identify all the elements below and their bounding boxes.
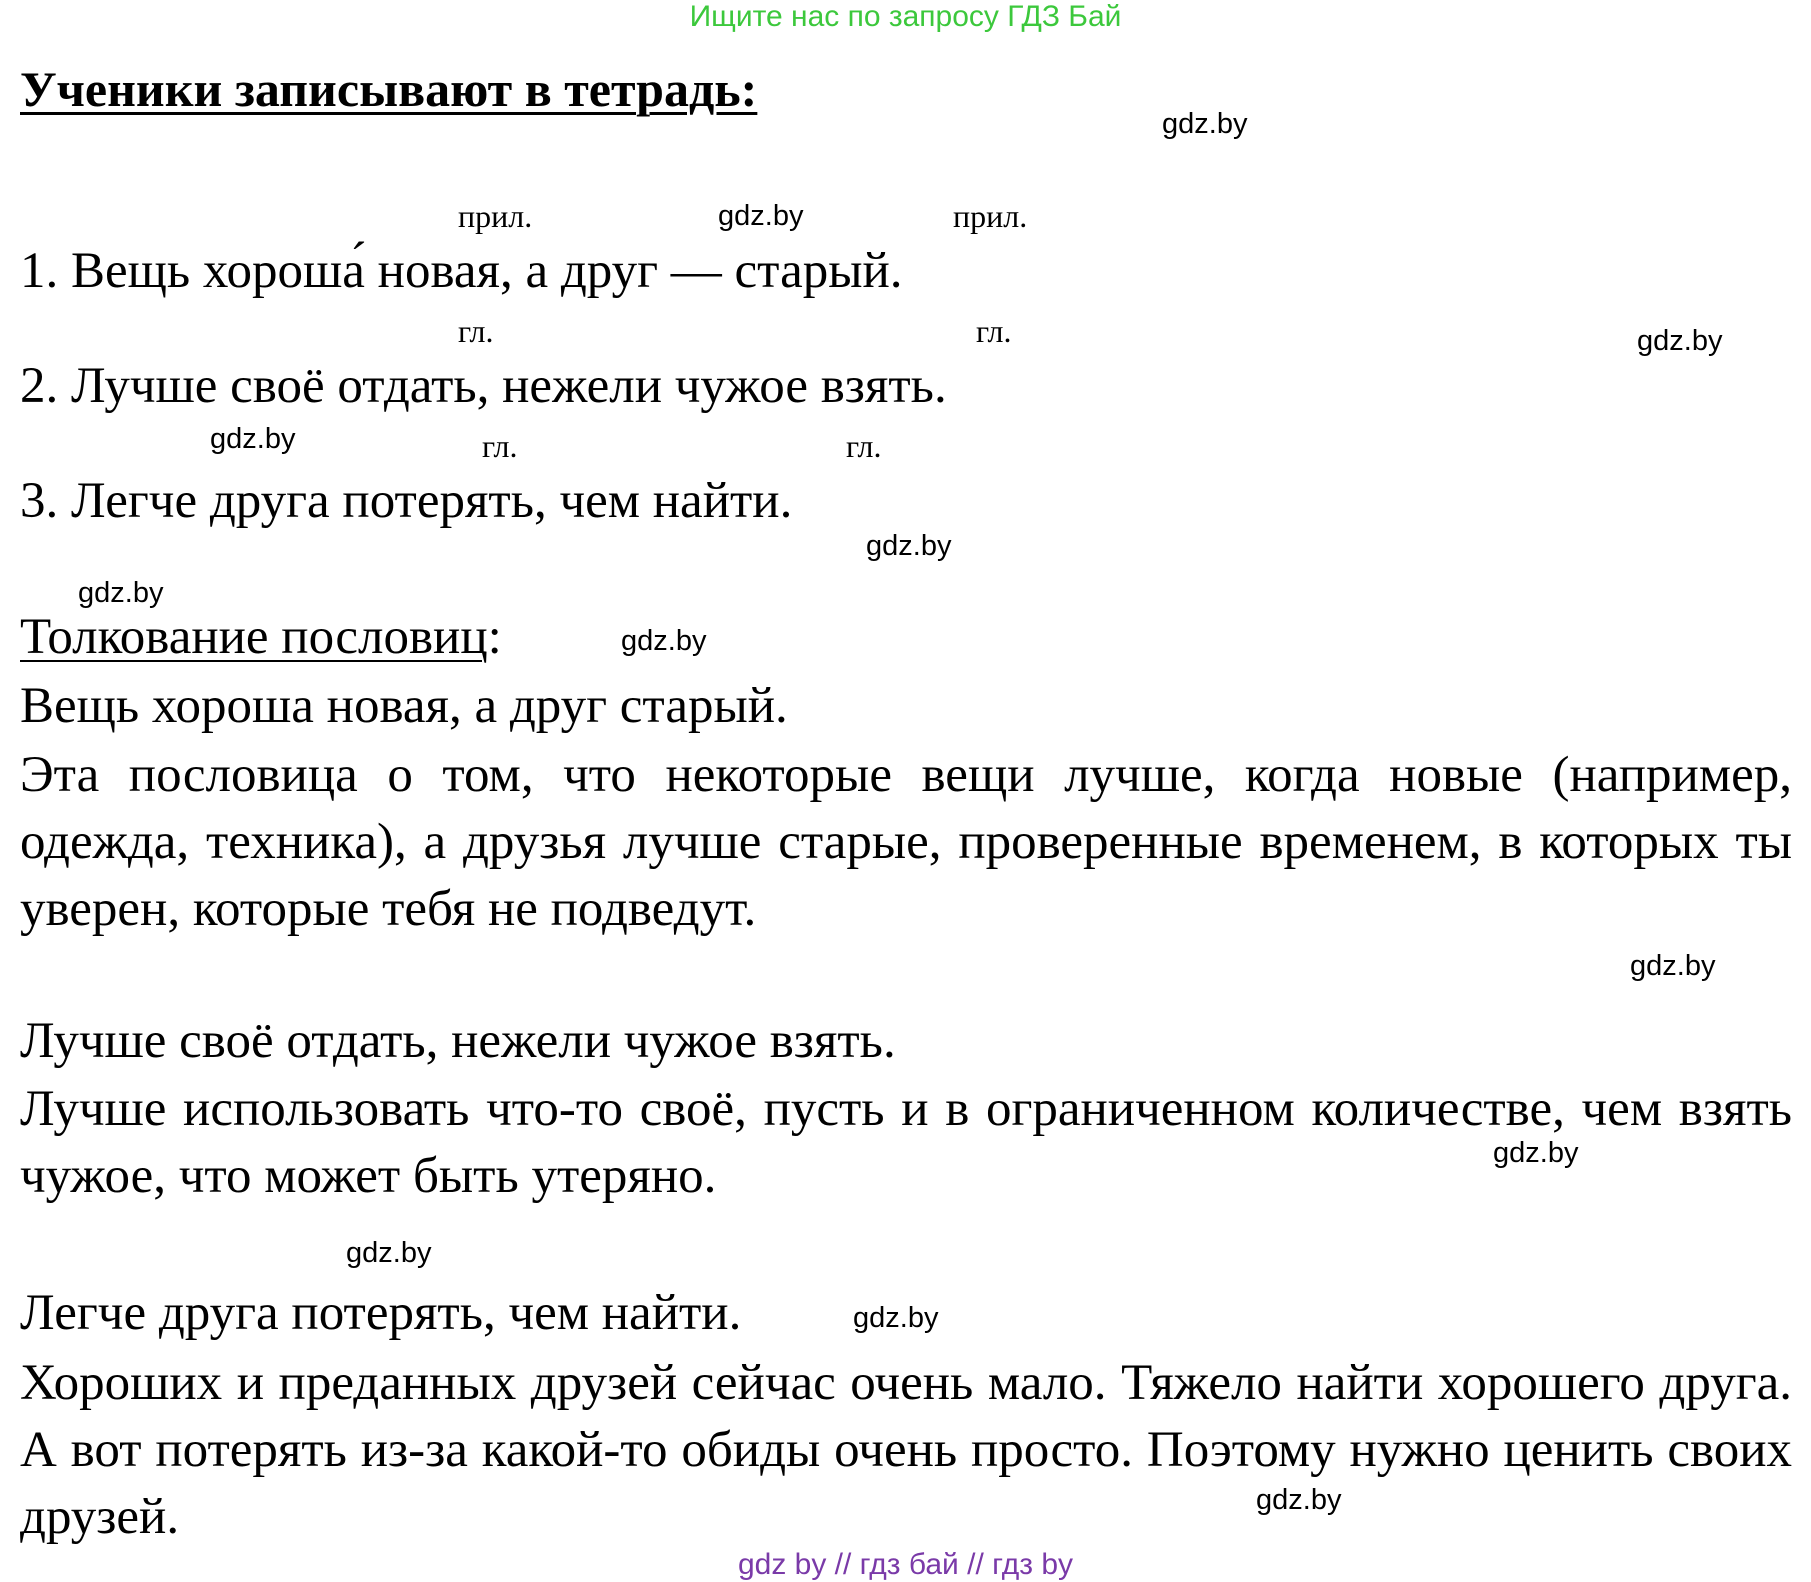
watermark: gdz.by — [346, 1237, 432, 1269]
watermark: gdz.by — [621, 625, 707, 657]
interpretation-text: Эта пословица о том, что некоторые вещи лучше, когда новые (например, одежда, техника), а друзья лучше старые, проверенные временем, в которых ты уверен, которые тебя не подведут. — [20, 747, 1792, 937]
watermark: gdz.by — [210, 423, 296, 455]
proverb-line: 3. Легче друга потерять, чем найти. — [20, 473, 793, 529]
top-search-hint: Ищите нас по запросу ГДЗ Бай — [689, 0, 1122, 33]
watermark: gdz.by — [718, 200, 804, 232]
annotation-verb: гл. — [482, 428, 518, 464]
interpretation-heading-text: Толкование пословиц — [20, 609, 488, 665]
annotation-adjective: прил. — [458, 198, 533, 234]
watermark: gdz.by — [853, 1302, 939, 1334]
annotation-adjective: прил. — [953, 198, 1028, 234]
proverb-line: 2. Лучше своё отдать, нежели чужое взять. — [20, 358, 947, 414]
interpretation-proverb: Лучше своё отдать, нежели чужое взять. — [20, 1013, 896, 1069]
footer-links: gdz by // гдз бай // гдз by — [737, 1548, 1074, 1581]
interpretation-proverb: Легче друга потерять, чем найти. — [20, 1285, 742, 1341]
watermark: gdz.by — [866, 530, 952, 562]
watermark: gdz.by — [1630, 950, 1716, 982]
interpretation-text: Хороших и преданных друзей сейчас очень мало. Тяжело найти хорошего друга. А вот потерять из-за какой-то обиды очень просто. Поэтому нужно ценить своих друзей. — [20, 1355, 1792, 1545]
annotation-verb: гл. — [846, 428, 882, 464]
watermark: gdz.by — [1637, 325, 1723, 357]
watermark: gdz.by — [78, 577, 164, 609]
watermark: gdz.by — [1493, 1137, 1579, 1169]
page-heading: Ученики записывают в тетрадь: — [20, 61, 758, 117]
annotation-verb: гл. — [976, 313, 1012, 349]
watermark: gdz.by — [1162, 108, 1248, 140]
interpretation-heading — [20, 608, 502, 666]
watermark: gdz.by — [1256, 1484, 1342, 1516]
interpretation-proverb: Вещь хороша новая, а друг старый. — [20, 678, 788, 734]
annotation-verb: гл. — [458, 313, 494, 349]
interpretation-heading-colon: : — [487, 609, 502, 665]
interpretation-text: Лучше использовать что-то своё, пусть и в ограниченном количестве, чем взять чужое, что может быть утеряно. — [20, 1081, 1792, 1204]
proverb-line: 1. Вещь хороша́ новая, а друг — старый. — [20, 243, 903, 299]
